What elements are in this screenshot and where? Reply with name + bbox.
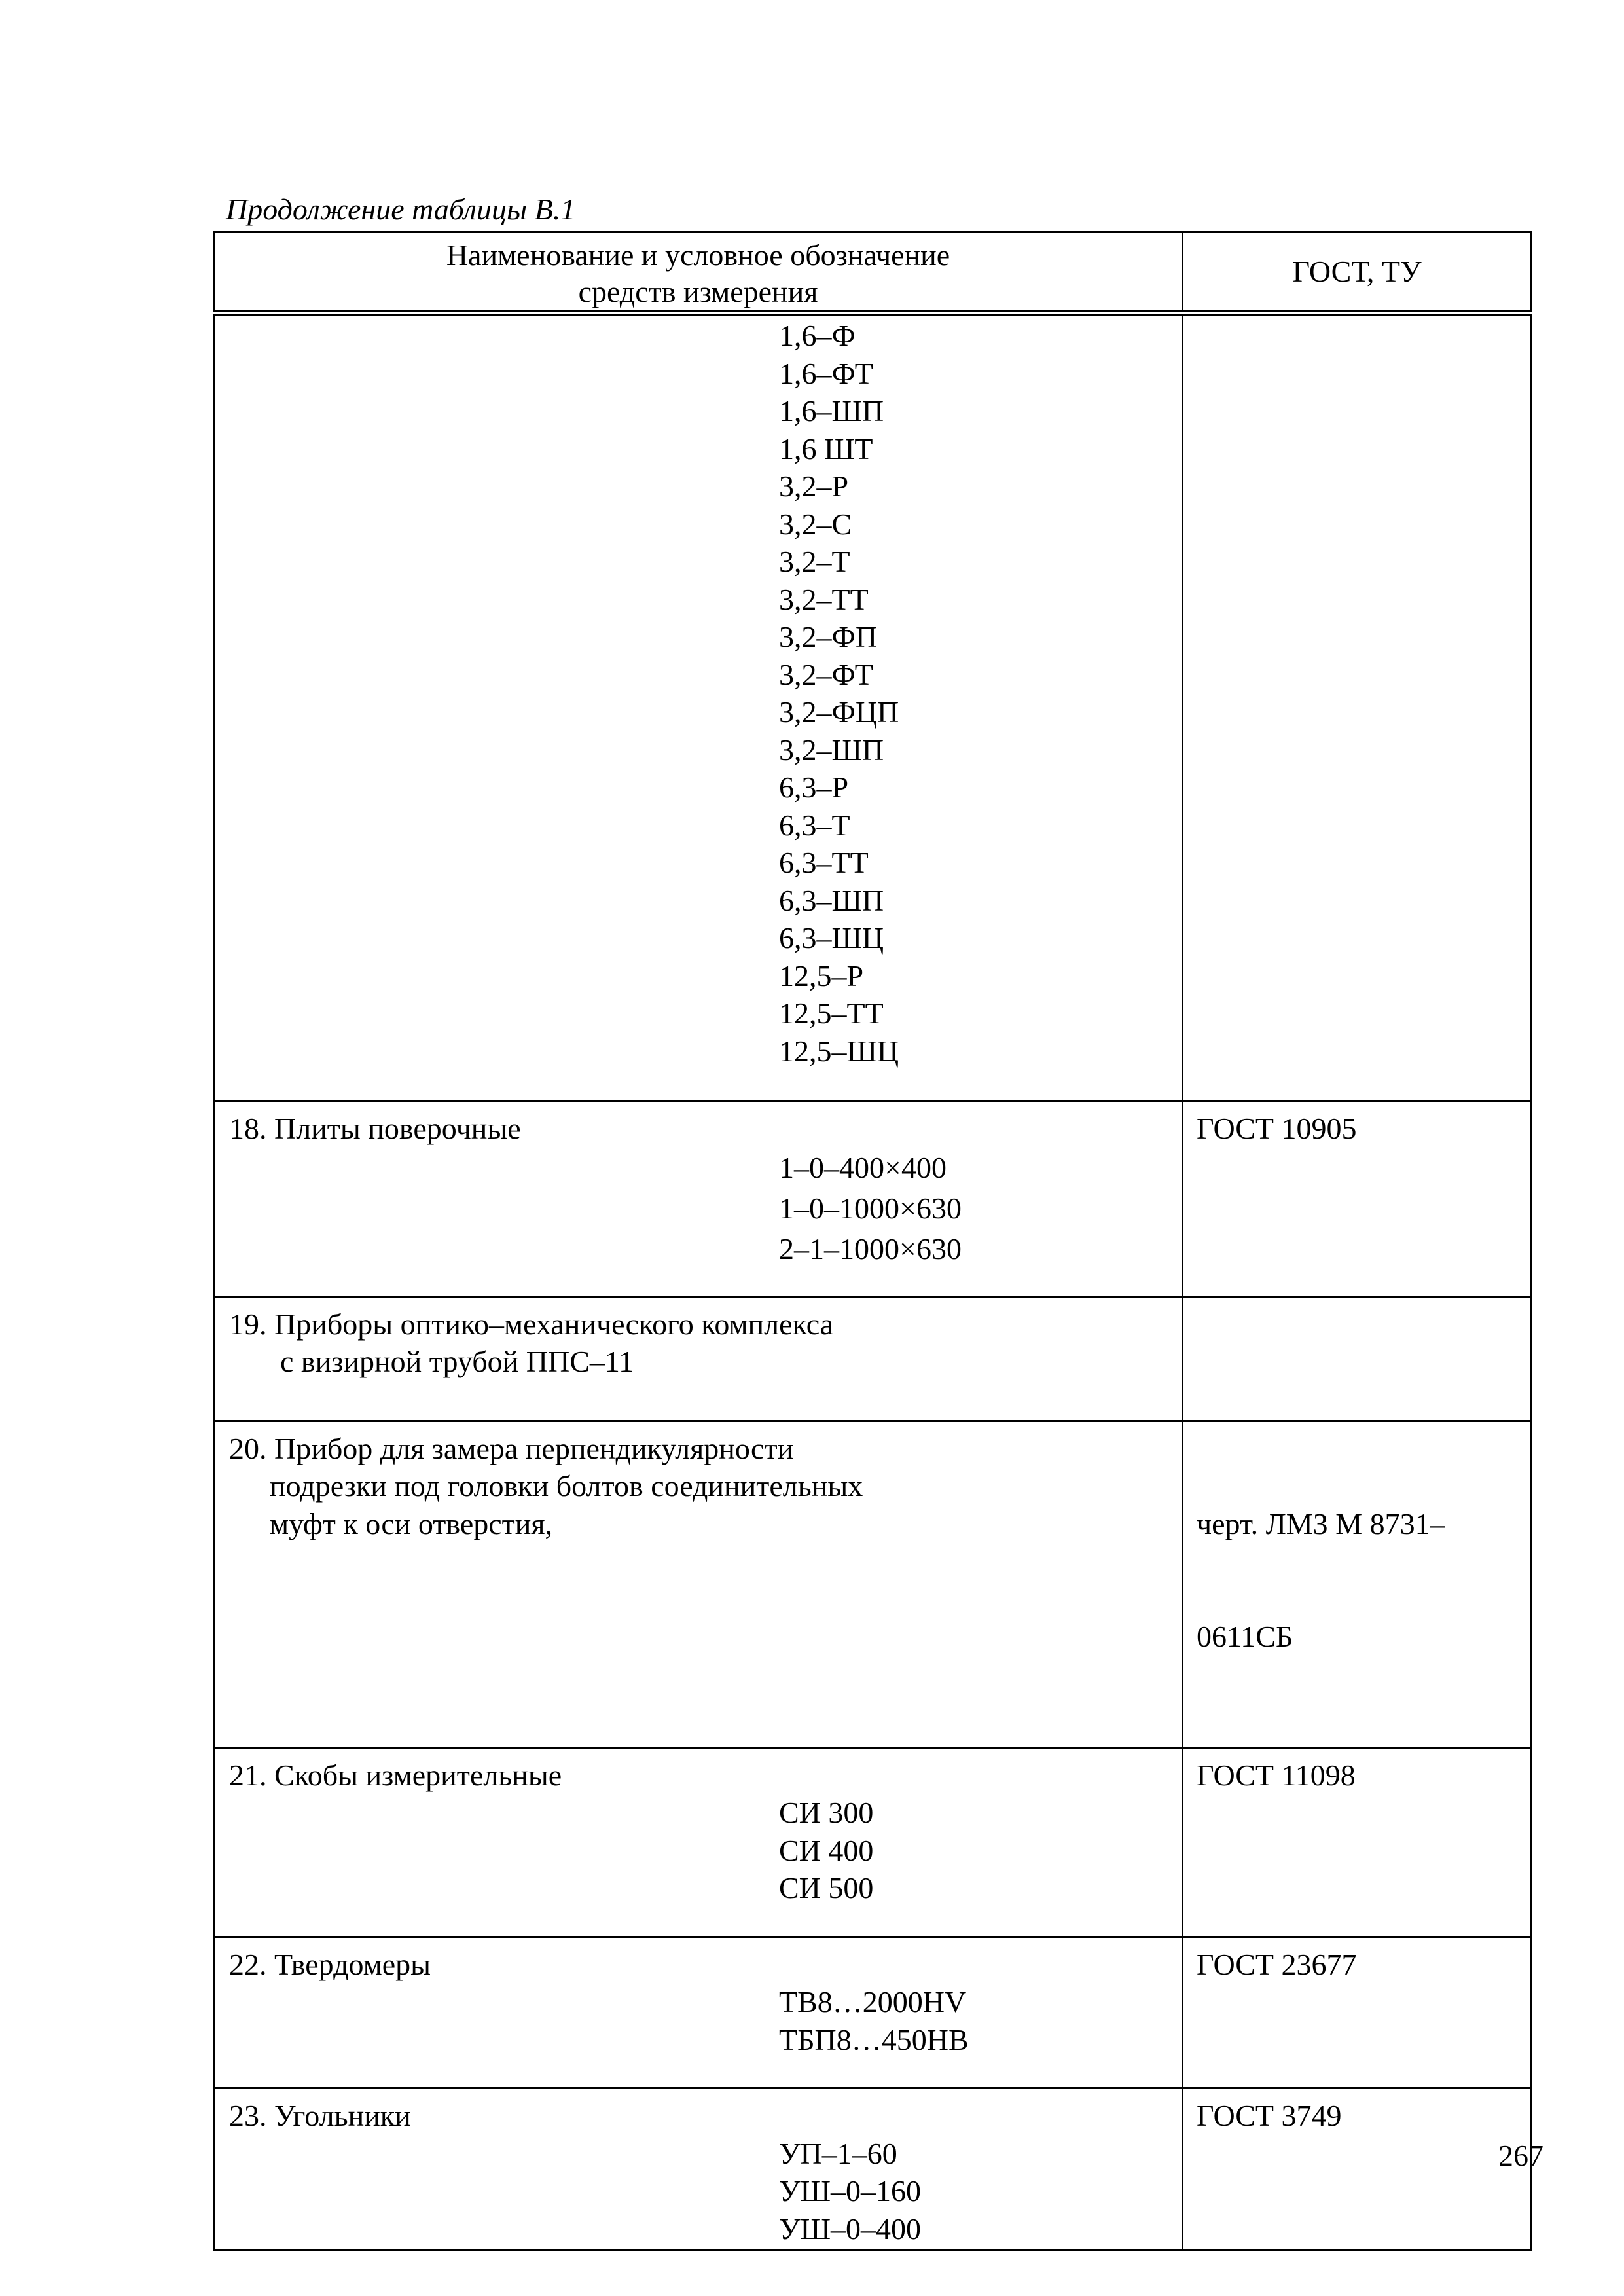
row-23-name-cell [214,2088,1183,2250]
row-22-gost-cell [1183,1937,1532,2088]
row-20-title-line2: подрезки под головки болтов соединительных [270,1469,863,1503]
continuation-item: 1,6 ШТ [779,431,873,465]
row-18-name-cell [214,1101,1183,1297]
continuation-item: 12,5–ШЦ [779,1034,899,1068]
row-22-title: 22. Твердомеры [229,1947,431,1981]
row-19-title-line2: с визирной трубой ППС–11 [280,1345,634,1378]
row-22-gost: ГОСТ 23677 [1197,1947,1357,1981]
row-22-item: ТБП8…450НВ [779,2022,969,2056]
measurement-tools-table [213,231,1532,2251]
continuation-item: 6,3–ШЦ [779,921,884,955]
continuation-item: 1,6–ШП [779,394,884,428]
header-gost-column: ГОСТ, ТУ [1183,232,1532,314]
continuation-item: 6,3–ТТ [779,846,869,879]
row-21-title: 21. Скобы измерительные [229,1758,562,1792]
row-20-gost-cell [1183,1421,1532,1747]
row-19-gost-cell [1183,1296,1532,1421]
table-row [214,313,1532,1101]
continuation-item: 3,2–Р [779,469,849,503]
header-name-line2: средств измерения [578,275,818,308]
continuation-item-list [215,316,1182,1100]
row-22-name-cell [214,1937,1183,2088]
row-20-name-cell [214,1421,1183,1747]
continuation-items-cell [214,313,1183,1101]
row-18-item: 2–1–1000×630 [779,1231,962,1266]
continuation-item: 12,5–ТТ [779,996,884,1030]
row-21-gost: ГОСТ 11098 [1197,1758,1356,1792]
row-19-title-line1: 19. Приборы оптико–механического комплекса [229,1307,834,1341]
continuation-item: 3,2–Т [779,545,850,578]
continuation-item: 3,2–ФТ [779,657,873,691]
table-caption: Продолжение таблицы В.1 [226,192,576,226]
row-18-gost-cell [1183,1101,1532,1297]
continuation-item: 6,3–ШП [779,883,884,917]
table-row [214,1937,1532,2088]
row-18-title: 18. Плиты поверочные [229,1112,521,1145]
row-19-gost [1183,1298,1530,1321]
table-row [214,2088,1532,2250]
continuation-item: 6,3–Р [779,771,849,804]
row-18-item: 1–0–400×400 [779,1150,947,1184]
header-name-column [214,232,1183,314]
continuation-item: 1,6–ФТ [779,356,873,390]
row-22-item: ТВ8…2000HV [779,1985,967,2018]
table-row [214,1747,1532,1937]
continuation-item: 3,2–ШП [779,733,884,767]
row-21-item: СИ 500 [779,1871,874,1904]
row-23-gost: ГОСТ 3749 [1197,2099,1342,2132]
row-21-gost-cell [1183,1747,1532,1937]
continuation-item: 3,2–С [779,507,852,541]
continuation-item: 12,5–Р [779,958,864,993]
row-20-title-line3: муфт к оси отверстия, [270,1506,553,1540]
row-21-name-cell [214,1747,1183,1937]
row-20-gost-line1: черт. ЛМЗ М 8731– [1197,1506,1445,1540]
table-row [214,1296,1532,1421]
row-23-title: 23. Угольники [229,2099,411,2132]
row-19-name-cell [214,1296,1183,1421]
continuation-gost-cell [1183,313,1532,1101]
row-21-item: СИ 400 [779,1833,874,1867]
row-18-item: 1–0–1000×630 [779,1191,962,1225]
row-20-gost-line2: 0611СБ [1197,1620,1293,1653]
continuation-item: 3,2–ФП [779,620,878,653]
continuation-item: 3,2–ТТ [779,582,869,616]
row-23-item: УШ–0–400 [779,2212,921,2246]
row-23-item: УШ–0–160 [779,2174,921,2208]
row-20-title-line1: 20. Прибор для замера перпендикулярности [229,1431,794,1465]
row-21-item: СИ 300 [779,1796,874,1829]
continuation-item: 6,3–Т [779,808,850,842]
continuation-item: 1,6–Ф [779,319,856,352]
table-row [214,1421,1532,1747]
table-row [214,1101,1532,1297]
row-23-item: УП–1–60 [779,2136,897,2170]
page-number: 267 [1498,2139,1543,2172]
row-18-gost: ГОСТ 10905 [1197,1112,1357,1145]
continuation-item: 3,2–ФЦП [779,695,899,729]
header-name-line1: Наименование и условное обозначение [446,238,950,272]
row-23-gost-cell [1183,2088,1532,2250]
table-header-row [214,232,1532,314]
